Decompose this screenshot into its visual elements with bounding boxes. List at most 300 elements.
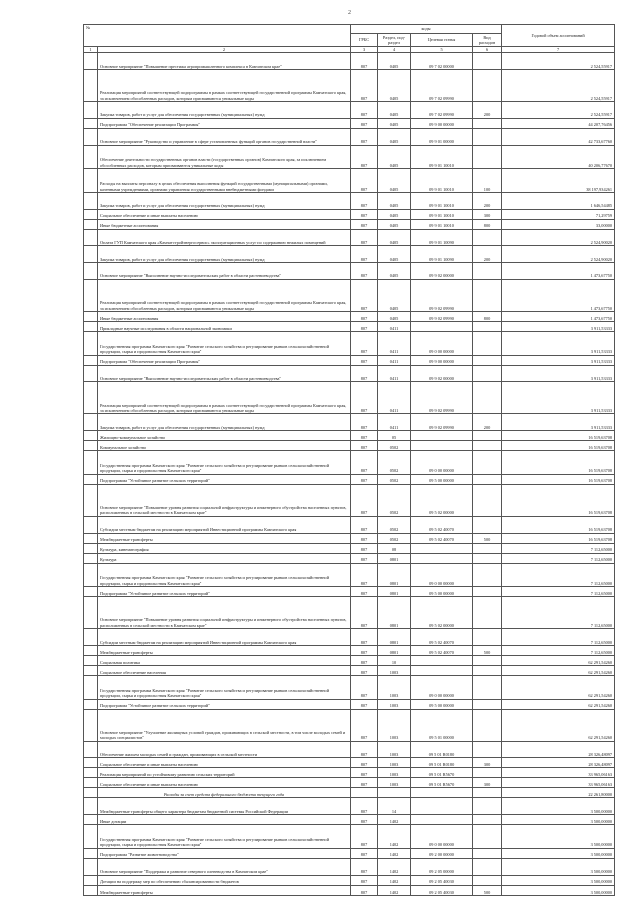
cell-vr [473,858,502,875]
cell-num [84,414,98,431]
table-row [84,128,615,145]
cell-vr [473,474,502,484]
cell-grbs: 807 [351,53,378,70]
cell-rz: 0405 [378,128,411,145]
cell-name: Реализация мероприятий соответствующей подпрограммы в рамках соответствующей государственной программы Камчатского края, за исключением обособленных расходов, которым присваиваются уникальные коды [98,279,351,311]
table-row [84,665,615,675]
cell-grbs: 807 [351,311,378,321]
table-row [84,699,615,709]
cell-rz [378,788,411,798]
cell-vr: 300 [473,209,502,219]
cell-name: Иные дотации [98,815,351,825]
cell-csr: 09 0 00 00000 [411,675,473,699]
cell-rz: 0405 [378,229,411,246]
cell-num [84,355,98,365]
cell-vr [473,431,502,441]
table-row [84,451,615,475]
cell-rz: 1402 [378,858,411,875]
cell-amt: 40 206,77670 [502,145,615,169]
cell-rz: 0405 [378,118,411,128]
table-row [84,484,615,516]
cell-vr [473,699,502,709]
cell-csr: 09 2 05 40030 [411,875,473,885]
cell-name: Основное мероприятие "Повышение уровня развития социальной инфраструктуры и инженерного обустройства населенных пунктов, расположенных в сельской местности в Камчатском крае" [98,597,351,629]
table-row [84,758,615,768]
cell-vr: 800 [473,219,502,229]
cell-name: Подпрограмма "Устойчивое развитие сельских территорий" [98,699,351,709]
cell-vr [473,597,502,629]
table-row [84,741,615,758]
cell-name: Основное мероприятие "Выполнение научно-исследовательских работ в области растениеводства" [98,263,351,280]
cell-grbs: 807 [351,699,378,709]
cell-grbs: 807 [351,229,378,246]
table-row [84,355,615,365]
cell-rz: 0405 [378,102,411,119]
cell-grbs: 807 [351,758,378,768]
cell-vr [473,484,502,516]
cell-amt: 62 291,54260 [502,709,615,741]
cell-name: Обеспечение деятельности государственных органов власти (государственных органов) Камчатского края, за исключением обособленных расходов, которым присваиваются уникальные коды [98,145,351,169]
cell-name: Межбюджетные трансферты [98,885,351,895]
cell-num [84,875,98,885]
cell-csr: 09 9 02 09990 [411,279,473,311]
cell-csr: 09 5 01 R5670 [411,778,473,788]
cell-vr: 500 [473,533,502,543]
cell-rz: 1402 [378,875,411,885]
cell-grbs: 807 [351,645,378,655]
cell-rz: 0801 [378,629,411,646]
cell-name: Основное мероприятие "Улучшение жилищных условий граждан, проживающих в сельской местности, в том числе молодых семей и молодых специалистов" [98,709,351,741]
table-row [84,169,615,193]
cell-name: Подпрограмма "Устойчивое развитие сельских территорий" [98,587,351,597]
cell-vr: 500 [473,645,502,655]
header-number: № [84,25,351,47]
cell-num [84,553,98,563]
cell-grbs: 807 [351,875,378,885]
cell-num [84,848,98,858]
cell-num [84,365,98,382]
cell-name: Закупка товаров, работ и услуг для обеспечения государственных (муниципальных) нужд [98,414,351,431]
cell-csr: 09 9 01 10010 [411,169,473,193]
cell-amt: 62 291,54260 [502,675,615,699]
cell-amt: 16 519,63708 [502,431,615,441]
cell-rz: 14 [378,798,411,815]
table-row [84,597,615,629]
cell-num [84,246,98,263]
cell-vr [473,145,502,169]
cell-rz: 0405 [378,70,411,102]
table-row [84,768,615,778]
cell-num [84,516,98,533]
cell-grbs: 807 [351,145,378,169]
cell-vr [473,279,502,311]
cell-amt: 16 519,63708 [502,516,615,533]
cell-csr: 09 2 05 00000 [411,858,473,875]
table-row [84,563,615,587]
cell-csr: 09 7 02 09990 [411,70,473,102]
cell-rz: 0405 [378,246,411,263]
header-total: Годовой объем ассигнований [502,25,615,47]
cell-num [84,741,98,758]
cell-grbs: 807 [351,169,378,193]
cell-rz: 0411 [378,331,411,355]
cell-name: Закупка товаров, работ и услуг для обеспечения государственных (муниципальных) нужд [98,246,351,263]
cell-grbs: 807 [351,587,378,597]
cell-amt: 7 112,65000 [502,597,615,629]
cell-rz: 0405 [378,279,411,311]
cell-name: Основное мероприятие "Повышение престижа агропромышленного комплекса в Камчатском крае" [98,53,351,70]
cell-vr [473,70,502,102]
cell-csr: 09 9 02 09990 [411,414,473,431]
cell-num [84,597,98,629]
table-row [84,229,615,246]
cell-vr [473,768,502,778]
cell-vr: 200 [473,414,502,431]
cell-grbs: 807 [351,484,378,516]
cell-amt: 3 500,00000 [502,798,615,815]
table-row [84,825,615,849]
cell-amt: 16 519,63708 [502,451,615,475]
cell-amt: 7 112,65000 [502,629,615,646]
cell-rz: 0405 [378,145,411,169]
cell-name: Расходы на выплаты персоналу в целях обеспечения выполнения функций государственными (муниципальными) органами, казенными учреждениями, органами управления государственными внебюджетными фондами [98,169,351,193]
cell-csr [411,665,473,675]
cell-num [84,70,98,102]
cell-rz: 1402 [378,815,411,825]
header-grbs: ГРБС [351,34,378,47]
cell-vr [473,848,502,858]
index-cell: 3 [351,47,378,53]
cell-amt: 2 524,55917 [502,53,615,70]
table-row [84,331,615,355]
table-row [84,587,615,597]
cell-amt: 62 291,54260 [502,655,615,665]
cell-amt: 2 524,55917 [502,70,615,102]
cell-csr [411,788,473,798]
cell-num [84,169,98,193]
table-row [84,365,615,382]
cell-grbs: 807 [351,246,378,263]
index-cell: 2 [98,47,351,53]
cell-csr: 09 9 01 00000 [411,128,473,145]
table-row [84,788,615,798]
cell-csr: 09 2 00 00000 [411,848,473,858]
cell-grbs: 807 [351,331,378,355]
cell-grbs: 807 [351,741,378,758]
cell-amt: 62 291,54260 [502,699,615,709]
cell-name: Расходы за счет средств федерального бюджета текущего года [98,788,351,798]
cell-name: Иные бюджетные ассигнования [98,311,351,321]
cell-grbs: 807 [351,709,378,741]
cell-num [84,118,98,128]
cell-num [84,768,98,778]
cell-grbs: 807 [351,778,378,788]
cell-vr [473,825,502,849]
cell-csr: 09 9 00 00000 [411,355,473,365]
table-row [84,53,615,70]
cell-csr: 09 0 00 00000 [411,331,473,355]
cell-name: Государственная программа Камчатского края "Развитие сельского хозяйства и регулирование рынков сельскохозяйственной продукции, сырья и продовольствия Камчатского края" [98,563,351,587]
cell-vr [473,263,502,280]
table-row [84,798,615,815]
cell-rz: 1003 [378,699,411,709]
cell-name: Подпрограмма "Устойчивое развитие сельских территорий" [98,474,351,484]
cell-grbs: 807 [351,516,378,533]
cell-amt: 3 911,53333 [502,382,615,414]
index-cell: 1 [84,47,98,53]
cell-grbs: 807 [351,263,378,280]
cell-name: Реализация мероприятий соответствующей подпрограммы в рамках соответствующей государственной программы Камчатского края, за исключением обособленных расходов, которым присваиваются уникальные коды [98,382,351,414]
cell-name: Закупка товаров, работ и услуг для обеспечения государственных (муниципальных) нужд [98,102,351,119]
cell-num [84,474,98,484]
cell-rz: 0801 [378,645,411,655]
cell-csr [411,441,473,451]
cell-amt: 3 500,00000 [502,815,615,825]
cell-name: Подпрограмма "Развитие животноводства" [98,848,351,858]
cell-name: Прикладные научные исследования в области национальной экономики [98,321,351,331]
table-row [84,709,615,741]
cell-rz: 1003 [378,778,411,788]
cell-vr: 200 [473,192,502,209]
cell-name: Культура, кинематография [98,543,351,553]
cell-grbs: 807 [351,219,378,229]
cell-amt: 3 911,53333 [502,365,615,382]
header-codes-group: коды [351,25,502,34]
cell-amt: 16 519,63708 [502,474,615,484]
cell-num [84,788,98,798]
cell-grbs: 807 [351,533,378,543]
cell-amt: 1 473,67750 [502,263,615,280]
cell-name: Оплата ГУП Камчатского края «Камчатстройэнергосервис» эксплуатационных услуг по содержанию нежилых помещений [98,229,351,246]
cell-amt: 16 519,63708 [502,484,615,516]
cell-amt: 2 524,90020 [502,229,615,246]
cell-name: Дотации на поддержку мер по обеспечению сбалансированности бюджетов [98,875,351,885]
cell-grbs: 807 [351,209,378,219]
cell-grbs: 807 [351,815,378,825]
table-row [84,474,615,484]
cell-grbs: 807 [351,563,378,587]
cell-num [84,563,98,587]
cell-vr [473,815,502,825]
cell-num [84,655,98,665]
cell-name: Государственная программа Камчатского края "Развитие сельского хозяйства и регулирование рынков сельскохозяйственной продукции, сырья и продовольствия Камчатского края" [98,451,351,475]
cell-vr [473,229,502,246]
table-row [84,70,615,102]
cell-name: Межбюджетные трансферты [98,533,351,543]
cell-num [84,709,98,741]
cell-name: Государственная программа Камчатского края "Развитие сельского хозяйства и регулирование рынков сельскохозяйственной продукции, сырья и продовольствия Камчатского края" [98,331,351,355]
cell-csr: 09 7 02 09990 [411,102,473,119]
cell-vr: 200 [473,246,502,263]
table-row [84,815,615,825]
cell-rz: 0502 [378,441,411,451]
cell-vr [473,788,502,798]
cell-name: Государственная программа Камчатского края "Развитие сельского хозяйства и регулирование рынков сельскохозяйственной продукции, сырья и продовольствия Камчатского края" [98,825,351,849]
cell-csr: 09 2 05 40030 [411,885,473,895]
cell-num [84,209,98,219]
cell-vr [473,331,502,355]
cell-csr: 09 9 01 10010 [411,192,473,209]
cell-amt: 3 500,00000 [502,885,615,895]
cell-name: Закупка товаров, работ и услуг для обеспечения государственных (муниципальных) нужд [98,192,351,209]
cell-rz: 0405 [378,53,411,70]
cell-rz: 0801 [378,597,411,629]
cell-amt: 16 519,63708 [502,533,615,543]
cell-csr [411,815,473,825]
table-row [84,848,615,858]
cell-vr: 500 [473,885,502,895]
cell-csr: 09 5 00 00000 [411,474,473,484]
cell-rz: 0411 [378,382,411,414]
cell-rz: 0502 [378,484,411,516]
cell-vr [473,53,502,70]
cell-name: Реализация мероприятий по устойчивому развитию сельских территорий [98,768,351,778]
cell-amt: 16 519,63708 [502,441,615,451]
cell-num [84,587,98,597]
cell-grbs: 807 [351,665,378,675]
cell-amt: 62 291,54260 [502,665,615,675]
cell-num [84,675,98,699]
table-row [84,675,615,699]
cell-csr: 09 9 01 10090 [411,246,473,263]
cell-num [84,431,98,441]
cell-grbs: 807 [351,885,378,895]
cell-rz: 08 [378,543,411,553]
cell-rz: 0502 [378,474,411,484]
cell-name: Иные бюджетные ассигнования [98,219,351,229]
page-number: 2 [348,10,351,16]
cell-amt: 71,29759 [502,209,615,219]
cell-csr: 09 5 02 40070 [411,645,473,655]
cell-grbs: 807 [351,192,378,209]
cell-num [84,331,98,355]
cell-num [84,815,98,825]
cell-vr [473,563,502,587]
index-cell: 5 [411,47,473,53]
cell-num [84,858,98,875]
cell-amt: 28 326,48097 [502,758,615,768]
cell-grbs: 807 [351,382,378,414]
cell-num [84,263,98,280]
table-row [84,145,615,169]
cell-vr [473,553,502,563]
cell-csr [411,321,473,331]
cell-vr [473,665,502,675]
table-row [84,441,615,451]
cell-amt: 2 524,90020 [502,246,615,263]
cell-num [84,665,98,675]
cell-rz: 1003 [378,758,411,768]
cell-rz: 1003 [378,709,411,741]
cell-grbs: 807 [351,553,378,563]
cell-num [84,798,98,815]
cell-name: Государственная программа Камчатского края "Развитие сельского хозяйства и регулирование рынков сельскохозяйственной продукции, сырья и продовольствия Камчатского края" [98,675,351,699]
cell-rz: 0502 [378,451,411,475]
cell-num [84,885,98,895]
table-row [84,629,615,646]
cell-amt: 3 911,53333 [502,321,615,331]
cell-name: Социальное обеспечение и иные выплаты населению [98,778,351,788]
cell-grbs: 807 [351,768,378,778]
table-row [84,543,615,553]
cell-csr: 09 5 01 R0180 [411,741,473,758]
cell-rz: 0411 [378,355,411,365]
cell-vr [473,516,502,533]
cell-vr: 800 [473,311,502,321]
cell-vr: 100 [473,169,502,193]
cell-rz: 0801 [378,587,411,597]
cell-amt: 33,00000 [502,219,615,229]
table-row [84,553,615,563]
cell-amt: 28 326,48097 [502,741,615,758]
cell-name: Обеспечение жильем молодых семей и граждан, проживающих в сельской местности [98,741,351,758]
cell-vr [473,875,502,885]
table-body [84,53,615,896]
cell-num [84,451,98,475]
cell-amt: 44 207,76456 [502,118,615,128]
cell-csr: 09 7 02 00000 [411,53,473,70]
cell-vr [473,355,502,365]
cell-num [84,825,98,849]
table-row [84,414,615,431]
cell-rz: 0502 [378,533,411,543]
cell-vr [473,128,502,145]
cell-rz: 1402 [378,848,411,858]
cell-num [84,645,98,655]
cell-grbs: 807 [351,128,378,145]
cell-rz: 0801 [378,563,411,587]
cell-name: Субсидии местным бюджетам на реализацию мероприятий Инвестиционной программы Камчатского края [98,629,351,646]
header-csr: Целевая статья [411,34,473,47]
cell-grbs: 807 [351,629,378,646]
cell-grbs: 807 [351,675,378,699]
cell-num [84,279,98,311]
cell-amt: 33 965,06163 [502,778,615,788]
cell-num [84,219,98,229]
cell-num [84,629,98,646]
cell-csr: 09 5 02 00000 [411,597,473,629]
cell-rz: 0411 [378,321,411,331]
cell-amt: 7 112,65000 [502,587,615,597]
cell-name: Культура [98,553,351,563]
cell-rz: 0405 [378,192,411,209]
cell-csr: 09 5 01 00000 [411,709,473,741]
cell-amt: 7 112,65000 [502,553,615,563]
cell-amt: 3 500,00000 [502,858,615,875]
cell-amt: 3 911,53333 [502,414,615,431]
cell-num [84,778,98,788]
cell-num [84,102,98,119]
cell-rz: 1003 [378,741,411,758]
table-row [84,778,615,788]
cell-amt: 1 473,67750 [502,311,615,321]
cell-csr: 09 5 01 R5670 [411,768,473,778]
cell-grbs: 807 [351,655,378,665]
cell-name: Социальное обеспечение и иные выплаты населению [98,758,351,768]
cell-grbs: 807 [351,355,378,365]
cell-amt: 3 500,00000 [502,875,615,885]
table-row [84,655,615,665]
cell-csr [411,543,473,553]
cell-name: Реализация мероприятий соответствующей подпрограммы в рамках соответствующей государственной программы Камчатского края, за исключением обособленных расходов, которым присваиваются уникальные коды [98,70,351,102]
cell-vr [473,629,502,646]
cell-grbs: 807 [351,825,378,849]
cell-csr [411,655,473,665]
cell-csr [411,553,473,563]
cell-grbs: 807 [351,474,378,484]
cell-csr: 09 5 01 R0180 [411,758,473,768]
cell-csr: 09 0 00 00000 [411,451,473,475]
